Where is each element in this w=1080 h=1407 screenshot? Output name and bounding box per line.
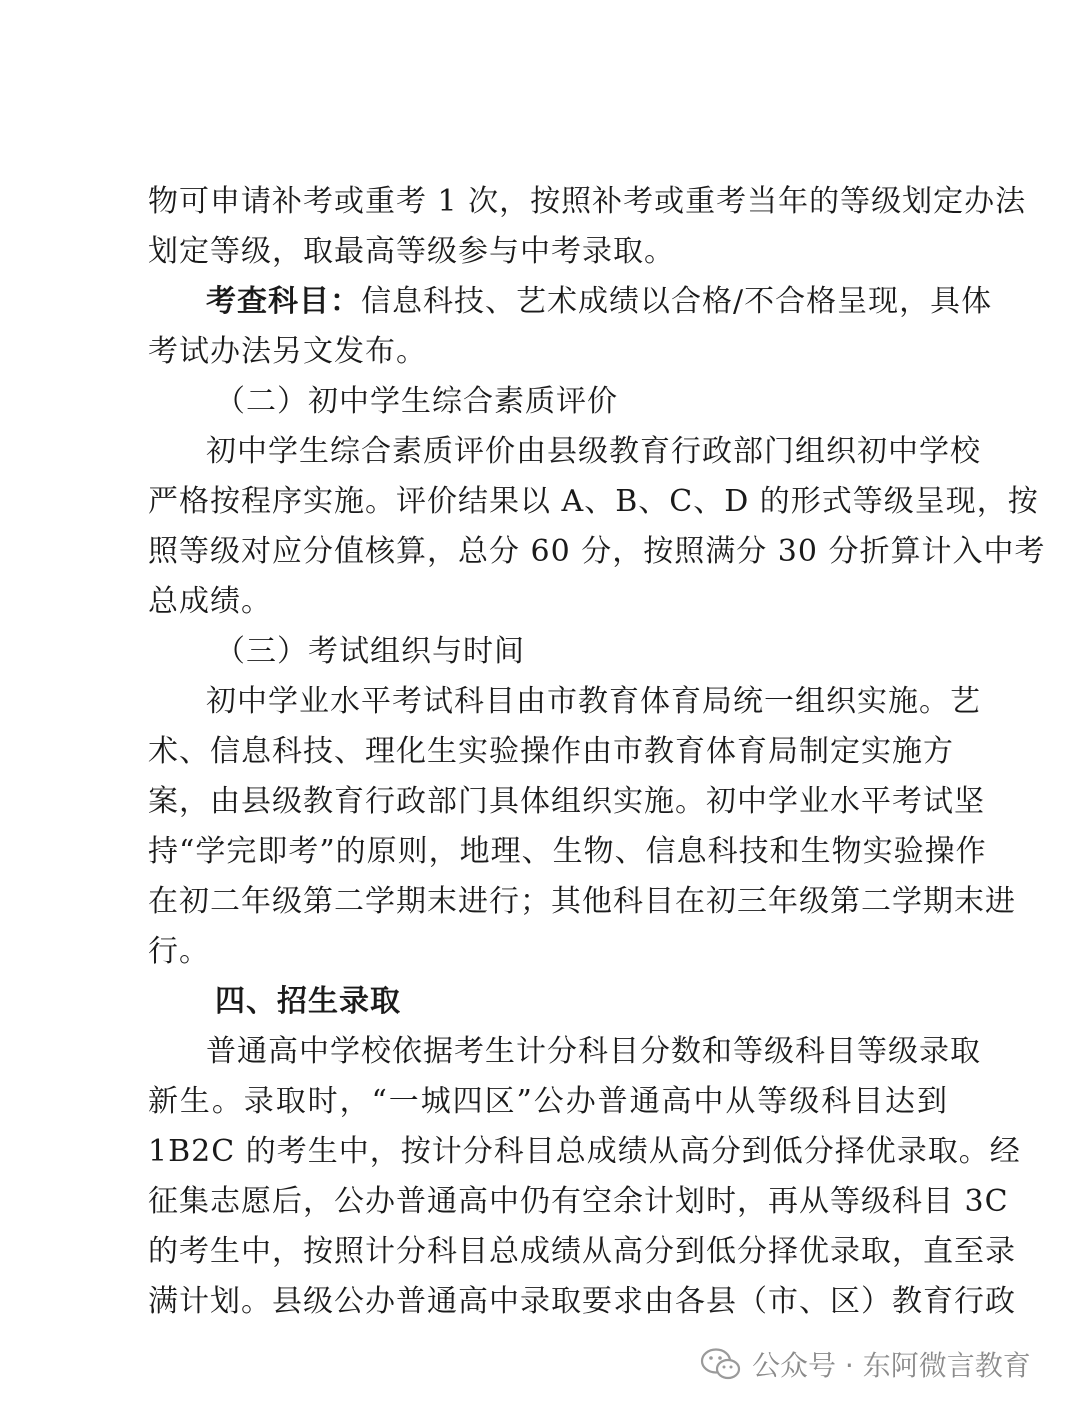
wechat-watermark	[700, 1342, 1031, 1386]
exam-subject-label: 考查科目：	[206, 284, 361, 319]
body-line-22: 征集志愿后，公办普通高中仍有空余计划时，再从等级科目 3C	[148, 1184, 1009, 1219]
body-line-2: 划定等级，取最高等级参与中考录取。	[148, 234, 675, 269]
body-line-9: 照等级对应分值核算，总分 60 分，按照满分 30 分折算计入中考	[148, 534, 1046, 569]
section-heading-2: （二）初中学生综合素质评价	[215, 384, 618, 419]
body-line-10: 总成绩。	[148, 584, 272, 619]
section-heading-3: （三）考试组织与时间	[215, 634, 525, 669]
body-line-8: 严格按程序实施。评价结果以 A、B、C、D 的形式等级呈现，按	[148, 484, 1039, 519]
body-line-16: 在初二年级第二学期末进行；其他科目在初三年级第二学期末进	[148, 884, 1016, 919]
body-line-17: 行。	[148, 934, 210, 969]
body-line-5: 考试办法另文发布。	[148, 334, 427, 369]
body-line-14: 案，由县级教育行政部门具体组织实施。初中学业水平考试坚	[148, 784, 985, 819]
watermark-text: 公众号 · 东阿微言教育	[752, 1349, 1031, 1382]
body-line-12: 初中学业水平考试科目由市教育体育局统一组织实施。艺	[206, 684, 981, 719]
body-line-23: 的考生中，按照计分科目总成绩从高分到低分择优录取，直至录	[148, 1234, 1016, 1269]
section-heading-4: 四、招生录取	[215, 984, 401, 1019]
exam-subject-text: 信息科技、艺术成绩以合格/不合格呈现，具体	[361, 284, 993, 319]
body-line-13: 术、信息科技、理化生实验操作由市教育体育局制定实施方	[148, 734, 954, 769]
wechat-icon	[700, 1346, 742, 1382]
body-line-19: 普通高中学校依据考生计分科目分数和等级科目等级录取	[206, 1034, 981, 1069]
body-line-20: 新生。录取时，“一城四区”公办普通高中从等级科目达到	[148, 1084, 948, 1119]
exam-subject-paragraph	[206, 282, 993, 322]
body-line-7: 初中学生综合素质评价由县级教育行政部门组织初中学校	[206, 434, 981, 469]
body-line-15: 持“学完即考”的原则，地理、生物、信息科技和生物实验操作	[148, 834, 987, 869]
body-line-24: 满计划。县级公办普通高中录取要求由各县（市、区）教育行政	[148, 1284, 1016, 1319]
body-line-1: 物可申请补考或重考 1 次，按照补考或重考当年的等级划定办法	[148, 184, 1027, 219]
body-line-21: 1B2C 的考生中，按计分科目总成绩从高分到低分择优录取。经	[148, 1134, 1021, 1169]
